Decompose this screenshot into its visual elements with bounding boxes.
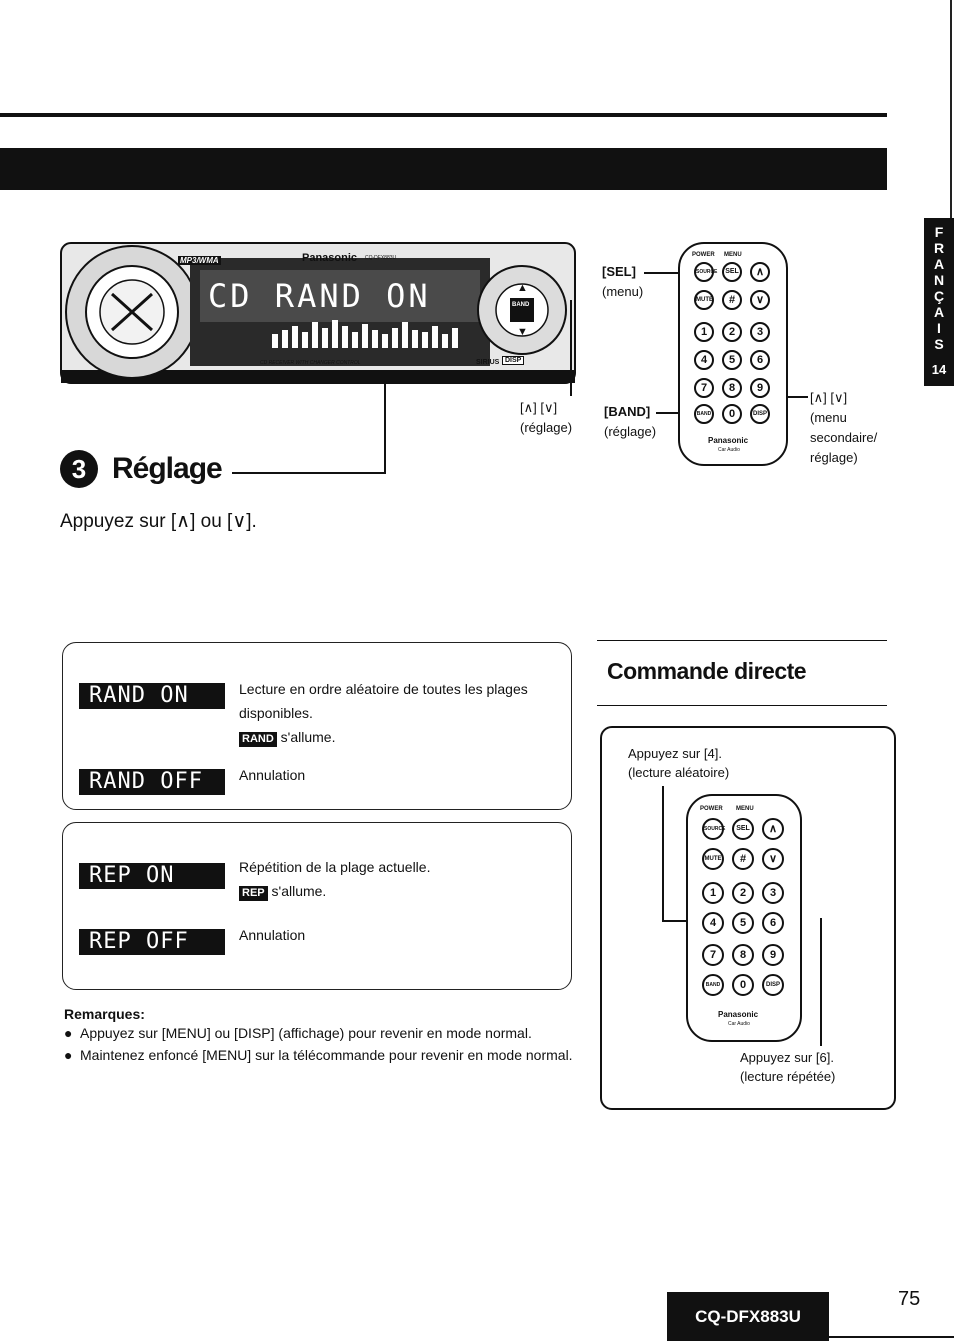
remote-updown-sub3: réglage)	[810, 450, 858, 465]
head-unit-up-arrow-icon[interactable]: ▲	[517, 282, 528, 294]
band-label: [BAND]	[604, 404, 651, 419]
side-rule	[950, 0, 952, 218]
remarks-title: Remarques:	[64, 1006, 145, 1022]
direct-bottom-line1: Appuyez sur [6].	[740, 1050, 834, 1065]
remote-updown-sub2: secondaire/	[810, 430, 878, 445]
direct-title: Commande directe	[607, 658, 807, 684]
direct-top-line2: (lecture aléatoire)	[628, 765, 730, 780]
remote-updown-callout	[810, 388, 877, 468]
rep-on-display: REP ON	[79, 863, 225, 889]
remote-direct-down-button[interactable]: ∨	[762, 848, 784, 870]
remark-item-2	[64, 1044, 576, 1066]
direct-box	[600, 726, 896, 1110]
language-tab-letter: A	[933, 256, 945, 272]
rep-indicator-badge: REP	[239, 886, 268, 901]
step-instruction: Appuyez sur [∧] ou [∨].	[60, 511, 257, 532]
rand-on-description	[239, 677, 563, 749]
remote-top-key-1[interactable]: 1	[694, 322, 714, 342]
remote-top-key-5[interactable]: 5	[722, 350, 742, 370]
remote-direct-key-7[interactable]: 7	[702, 944, 724, 966]
connector-vertical	[384, 380, 386, 474]
remote-top-power-label: POWER	[692, 252, 715, 258]
rand-indicator-suffix: s'allume.	[280, 729, 336, 745]
head-unit-band-button[interactable]: BAND	[512, 302, 530, 308]
rep-off-description: Annulation	[239, 927, 306, 943]
footer-underline	[829, 1336, 954, 1338]
rep-indicator-line	[239, 879, 563, 903]
language-tab-letter: N	[933, 272, 945, 288]
top-rule	[0, 113, 887, 117]
head-unit-disp-button[interactable]: DISP	[502, 356, 524, 365]
language-tab	[924, 218, 954, 386]
head-unit-brand: Panasonic	[302, 252, 358, 264]
remote-direct-source-button[interactable]: SOURCE	[702, 818, 724, 840]
head-unit-illustration	[60, 242, 576, 384]
rep-indicator-suffix: s'allume.	[271, 883, 327, 899]
remote-direct-mute-button[interactable]: MUTE	[702, 848, 724, 870]
remote-top-number-button[interactable]: #	[722, 290, 742, 310]
unit-updown-callout	[520, 398, 572, 438]
remark-item-2-text: Maintenez enfoncé [MENU] sur la télécommande pour revenir en mode normal.	[80, 1047, 573, 1063]
language-tab-letter: R	[933, 240, 945, 256]
remote-top-key-8[interactable]: 8	[722, 378, 742, 398]
remote-top-key-9[interactable]: 9	[750, 378, 770, 398]
language-tab-letter: Ç	[933, 288, 945, 304]
connector-horizontal	[232, 472, 386, 474]
direct-bottom-text	[740, 1048, 835, 1086]
remote-direct-key-1[interactable]: 1	[702, 882, 724, 904]
remote-direct-key-4[interactable]: 4	[702, 912, 724, 934]
language-tab-letter: F	[934, 224, 944, 240]
remote-top-down-button[interactable]: ∨	[750, 290, 770, 310]
direct-top-text	[628, 744, 729, 782]
remote-top-band-button[interactable]: BAND	[694, 404, 714, 424]
rep-on-desc-line1: Répétition de la plage actuelle.	[239, 859, 431, 875]
remote-top-key-3[interactable]: 3	[750, 322, 770, 342]
remote-top-brand: Panasonic	[708, 436, 749, 445]
rand-indicator-line	[239, 725, 563, 749]
bullet-icon: ●	[64, 1047, 73, 1063]
bullet-icon: ●	[64, 1025, 73, 1041]
remote-direct-number-button[interactable]: #	[732, 848, 754, 870]
remote-top-menu-label: MENU	[724, 252, 742, 258]
band-sub: (réglage)	[604, 424, 657, 439]
direct-key4-leader	[662, 786, 664, 920]
remote-direct-key-0[interactable]: 0	[732, 974, 754, 996]
remote-direct-key-2[interactable]: 2	[732, 882, 754, 904]
footer-model-label: CQ-DFX883U	[667, 1292, 829, 1341]
remote-control-top	[678, 242, 788, 466]
remote-top-up-button[interactable]: ∧	[750, 262, 770, 282]
unit-updown-leader	[570, 300, 572, 396]
rep-on-description	[239, 855, 563, 903]
head-unit-mp3-badge: MP3/WMA	[180, 256, 219, 265]
unit-updown-label: [∧] [∨]	[520, 400, 558, 415]
rep-off-display: REP OFF	[79, 929, 225, 955]
title-band	[0, 148, 887, 190]
rand-on-desc-line1: Lecture en ordre aléatoire de toutes les plages	[239, 681, 528, 697]
head-unit-caption: CD RECEIVER WITH CHANGER CONTROL	[260, 360, 361, 366]
language-tab-letter: S	[934, 336, 944, 352]
remote-top-sel-button[interactable]: SEL	[722, 262, 742, 282]
remote-direct-power-label: POWER	[700, 806, 723, 812]
remote-updown-sub1: (menu	[810, 410, 847, 425]
rand-indicator-badge: RAND	[239, 732, 277, 747]
band-callout	[604, 402, 656, 442]
step-number-badge: 3	[60, 450, 98, 488]
language-tab-letters	[924, 218, 954, 352]
remote-top-key-7[interactable]: 7	[694, 378, 714, 398]
remark-item-1-text: Appuyez sur [MENU] ou [DISP] (affichage) pour revenir en mode normal.	[80, 1025, 532, 1041]
direct-key6-leader	[820, 918, 822, 1046]
rand-box	[62, 642, 572, 810]
sel-callout	[602, 262, 643, 302]
step-title: Réglage	[112, 452, 222, 485]
remote-direct-disp-button[interactable]: DISP	[762, 974, 784, 996]
remote-direct-key-5[interactable]: 5	[732, 912, 754, 934]
remark-item-1	[64, 1022, 576, 1044]
remote-direct-key-3[interactable]: 3	[762, 882, 784, 904]
remote-direct-sel-button[interactable]: SEL	[732, 818, 754, 840]
remote-direct-up-button[interactable]: ∧	[762, 818, 784, 840]
remarks-list	[64, 1022, 576, 1066]
remote-top-key-4[interactable]: 4	[694, 350, 714, 370]
remote-top-mute-button[interactable]: MUTE	[694, 290, 714, 310]
direct-bottom-line2: (lecture répétée)	[740, 1069, 836, 1084]
remote-updown-label: [∧] [∨]	[810, 390, 848, 405]
head-unit-sirius-badge: SIRIUS	[476, 359, 500, 366]
sel-sub: (menu)	[602, 284, 644, 299]
remote-direct-band-button[interactable]: BAND	[702, 974, 724, 996]
remote-direct-key-9[interactable]: 9	[762, 944, 784, 966]
remote-top-key-2[interactable]: 2	[722, 322, 742, 342]
head-unit-display-text: CD RAND ON	[208, 277, 431, 315]
direct-top-line1: Appuyez sur [4].	[628, 746, 722, 761]
unit-updown-sub: (réglage)	[520, 420, 573, 435]
remote-top-key-6[interactable]: 6	[750, 350, 770, 370]
head-unit-down-arrow-icon[interactable]: ▼	[517, 326, 528, 338]
remote-top-brand-sub: Car Audio	[718, 447, 740, 453]
remote-top-key-0[interactable]: 0	[722, 404, 742, 424]
head-unit-model: CQ-DFX883U	[365, 255, 397, 261]
rep-box	[62, 822, 572, 990]
rand-off-display: RAND OFF	[79, 769, 225, 795]
remote-direct-brand: Panasonic	[718, 1010, 759, 1019]
remote-top-disp-button[interactable]: DISP	[750, 404, 770, 424]
remote-direct-menu-label: MENU	[736, 806, 754, 812]
remote-control-direct	[686, 794, 802, 1042]
remote-direct-key-8[interactable]: 8	[732, 944, 754, 966]
language-tab-number: 14	[931, 362, 947, 377]
rand-on-display: RAND ON	[79, 683, 225, 709]
remote-direct-key-6[interactable]: 6	[762, 912, 784, 934]
language-tab-letter: I	[937, 320, 941, 336]
sel-label: [SEL]	[602, 264, 636, 279]
page-number: 75	[898, 1288, 921, 1310]
remote-direct-brand-sub: Car Audio	[728, 1021, 750, 1027]
remote-top-source-button[interactable]: SOURCE	[694, 262, 714, 282]
rand-off-description: Annulation	[239, 767, 306, 783]
rand-on-desc-line2: disponibles.	[239, 705, 313, 721]
language-tab-letter: A	[933, 304, 945, 320]
